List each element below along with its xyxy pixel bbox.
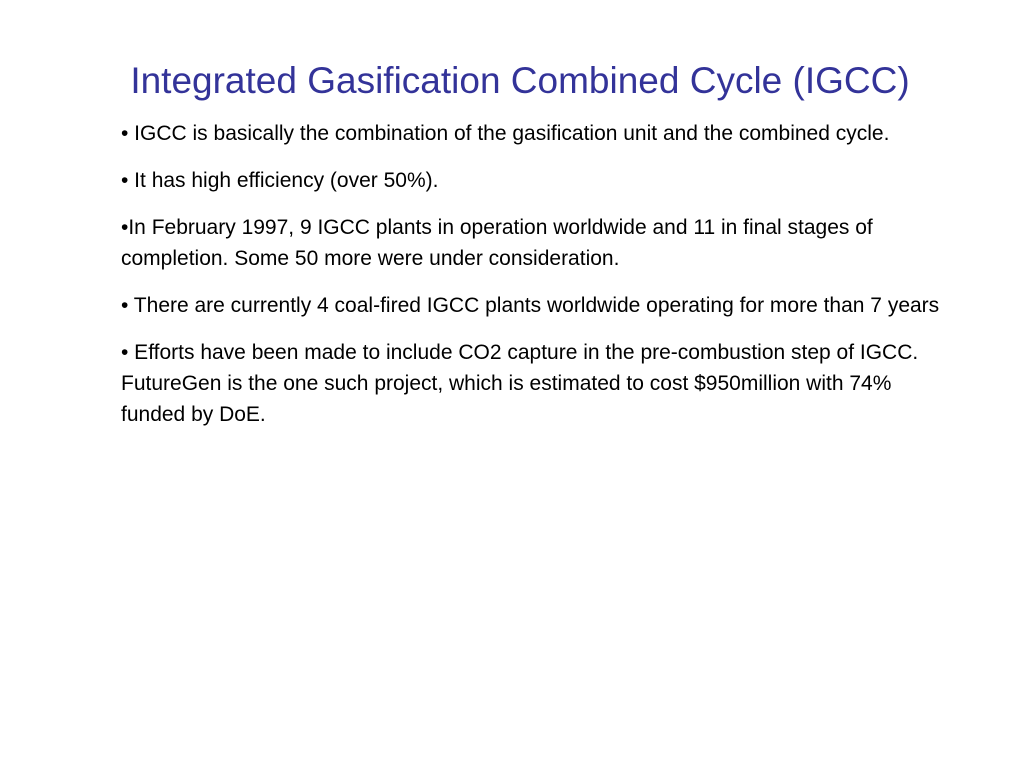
bullet-item-plants-1997: •In February 1997, 9 IGCC plants in operation worldwide and 11 in final stages of completion. Some 50 more were under consideration.: [121, 216, 873, 270]
bullet-item-igcc-definition: • IGCC is basically the combination of the gasification unit and the combined cycle.: [121, 122, 890, 145]
bullet-item-coal-fired-plants: • There are currently 4 coal-fired IGCC plants worldwide operating for more than 7 years: [121, 294, 940, 317]
bullet-item-efficiency: • It has high efficiency (over 50%).: [121, 169, 439, 192]
bullet-item-co2-capture: • Efforts have been made to include CO2 capture in the pre-combustion step of IGCC. FutureGen is the one such project, which is estimated to cost $950million with 74% funded by DoE.: [121, 341, 919, 426]
slide-title: Integrated Gasification Combined Cycle (IGCC): [130, 60, 910, 101]
bullet-list: [121, 118, 941, 446]
